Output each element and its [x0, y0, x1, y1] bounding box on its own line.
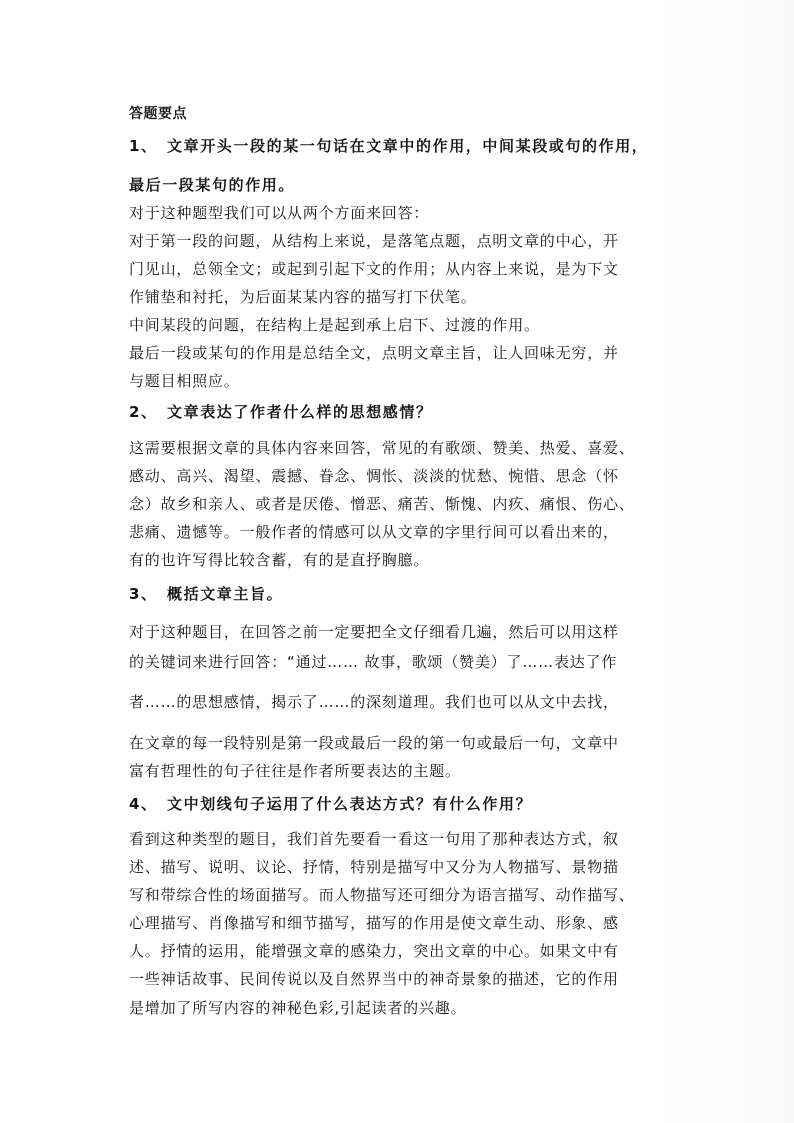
section-4-heading — [129, 794, 532, 814]
paragraph-line: 有的也许写得比较含蓄，有的是直抒胸臆。 — [129, 551, 430, 569]
paragraph-line: 对于这种题目，在回答之前一定要把全文仔细看几遍，然后可以用这样 — [129, 623, 619, 641]
paragraph-line: 门见山，总领全文；或起到引起下文的作用；从内容上来说，是为下文 — [129, 260, 619, 278]
section-2-heading — [129, 402, 433, 422]
section-number: 3、 — [129, 585, 158, 603]
paragraph-line: 述、描写、说明、议论、抒情，特别是描写中又分为人物描写、景物描 — [129, 858, 619, 876]
paragraph-line: 作铺垫和衬托，为后面某某内容的描写打下伏笔。 — [129, 288, 477, 306]
paragraph-line: 心理描写、肖像描写和细节描写，描写的作用是使文章生动、形象、感 — [129, 914, 619, 932]
paragraph-line: 的关键词来进行回答：“通过…… 故事，歌颂（赞美）了……表达了作 — [129, 653, 618, 671]
section-question: 文章开头一段的某一句话在文章中的作用，中间某段或句的作用， — [167, 137, 649, 155]
paragraph-line: 中间某段的问题，在结构上是起到承上启下、过渡的作用。 — [129, 316, 540, 334]
paragraph-line: 是增加了所写内容的神秘色彩,引起读者的兴趣。 — [129, 999, 467, 1017]
section-number: 4、 — [129, 795, 158, 813]
paragraph-line: 富有哲理性的句子往往是作者所要表达的主题。 — [129, 762, 461, 780]
section-number: 1、 — [129, 137, 158, 155]
paragraph-line: 感动、高兴、渴望、震撼、眷念、惆怅、淡淡的忧愁、惋惜、思念（怀 — [129, 467, 619, 485]
paragraph-line: 这需要根据文章的具体内容来回答，常见的有歌颂、赞美、热爱、喜爱、 — [129, 439, 635, 457]
paragraph-line: 一些神话故事、民间传说以及自然界当中的神奇景象的描述，它的作用 — [129, 970, 619, 988]
section-question: 文章表达了作者什么样的思想感情？ — [167, 403, 433, 421]
paragraph-line: 悲痛、遗憾等。一般作者的情感可以从文章的字里行间可以看出来的， — [129, 523, 619, 541]
section-question: 概括文章主旨。 — [167, 585, 284, 603]
section-1-heading-cont: 最后一段某句的作用。 — [129, 176, 296, 194]
section-number: 2、 — [129, 403, 158, 421]
paragraph-line: 对于第一段的问题，从结构上来说，是落笔点题，点明文章的中心，开 — [129, 232, 619, 250]
paragraph-line: 者……的思想感情，揭示了……的深刻道理。我们也可以从文中去找， — [129, 693, 619, 711]
paragraph-line: 人。抒情的运用，能增强文章的感染力，突出文章的中心。如果文中有 — [129, 942, 619, 960]
document-title: 答题要点 — [129, 106, 187, 122]
section-3-heading — [129, 584, 283, 604]
paragraph-line: 写和带综合性的场面描写。而人物描写还可细分为语言描写、动作描写、 — [129, 886, 635, 904]
page-shade — [654, 0, 794, 1123]
paragraph-line: 在文章的每一段特别是第一段或最后一段的第一句或最后一句，文章中 — [129, 734, 619, 752]
section-question: 文中划线句子运用了什么表达方式？有什么作用？ — [167, 795, 533, 813]
paragraph-line: 最后一段或某句的作用是总结全文，点明文章主旨，让人回味无穷，并 — [129, 344, 619, 362]
paragraph-line: 念）故乡和亲人、或者是厌倦、憎恶、痛苦、惭愧、内疚、痛恨、伤心、 — [129, 495, 635, 513]
paragraph-line: 看到这种类型的题目，我们首先要看一看这一句用了那种表达方式，叙 — [129, 830, 619, 848]
paragraph-line: 对于这种题型我们可以从两个方面来回答： — [129, 204, 430, 222]
section-1-heading — [129, 136, 648, 156]
paragraph-line: 与题目相照应。 — [129, 372, 240, 390]
